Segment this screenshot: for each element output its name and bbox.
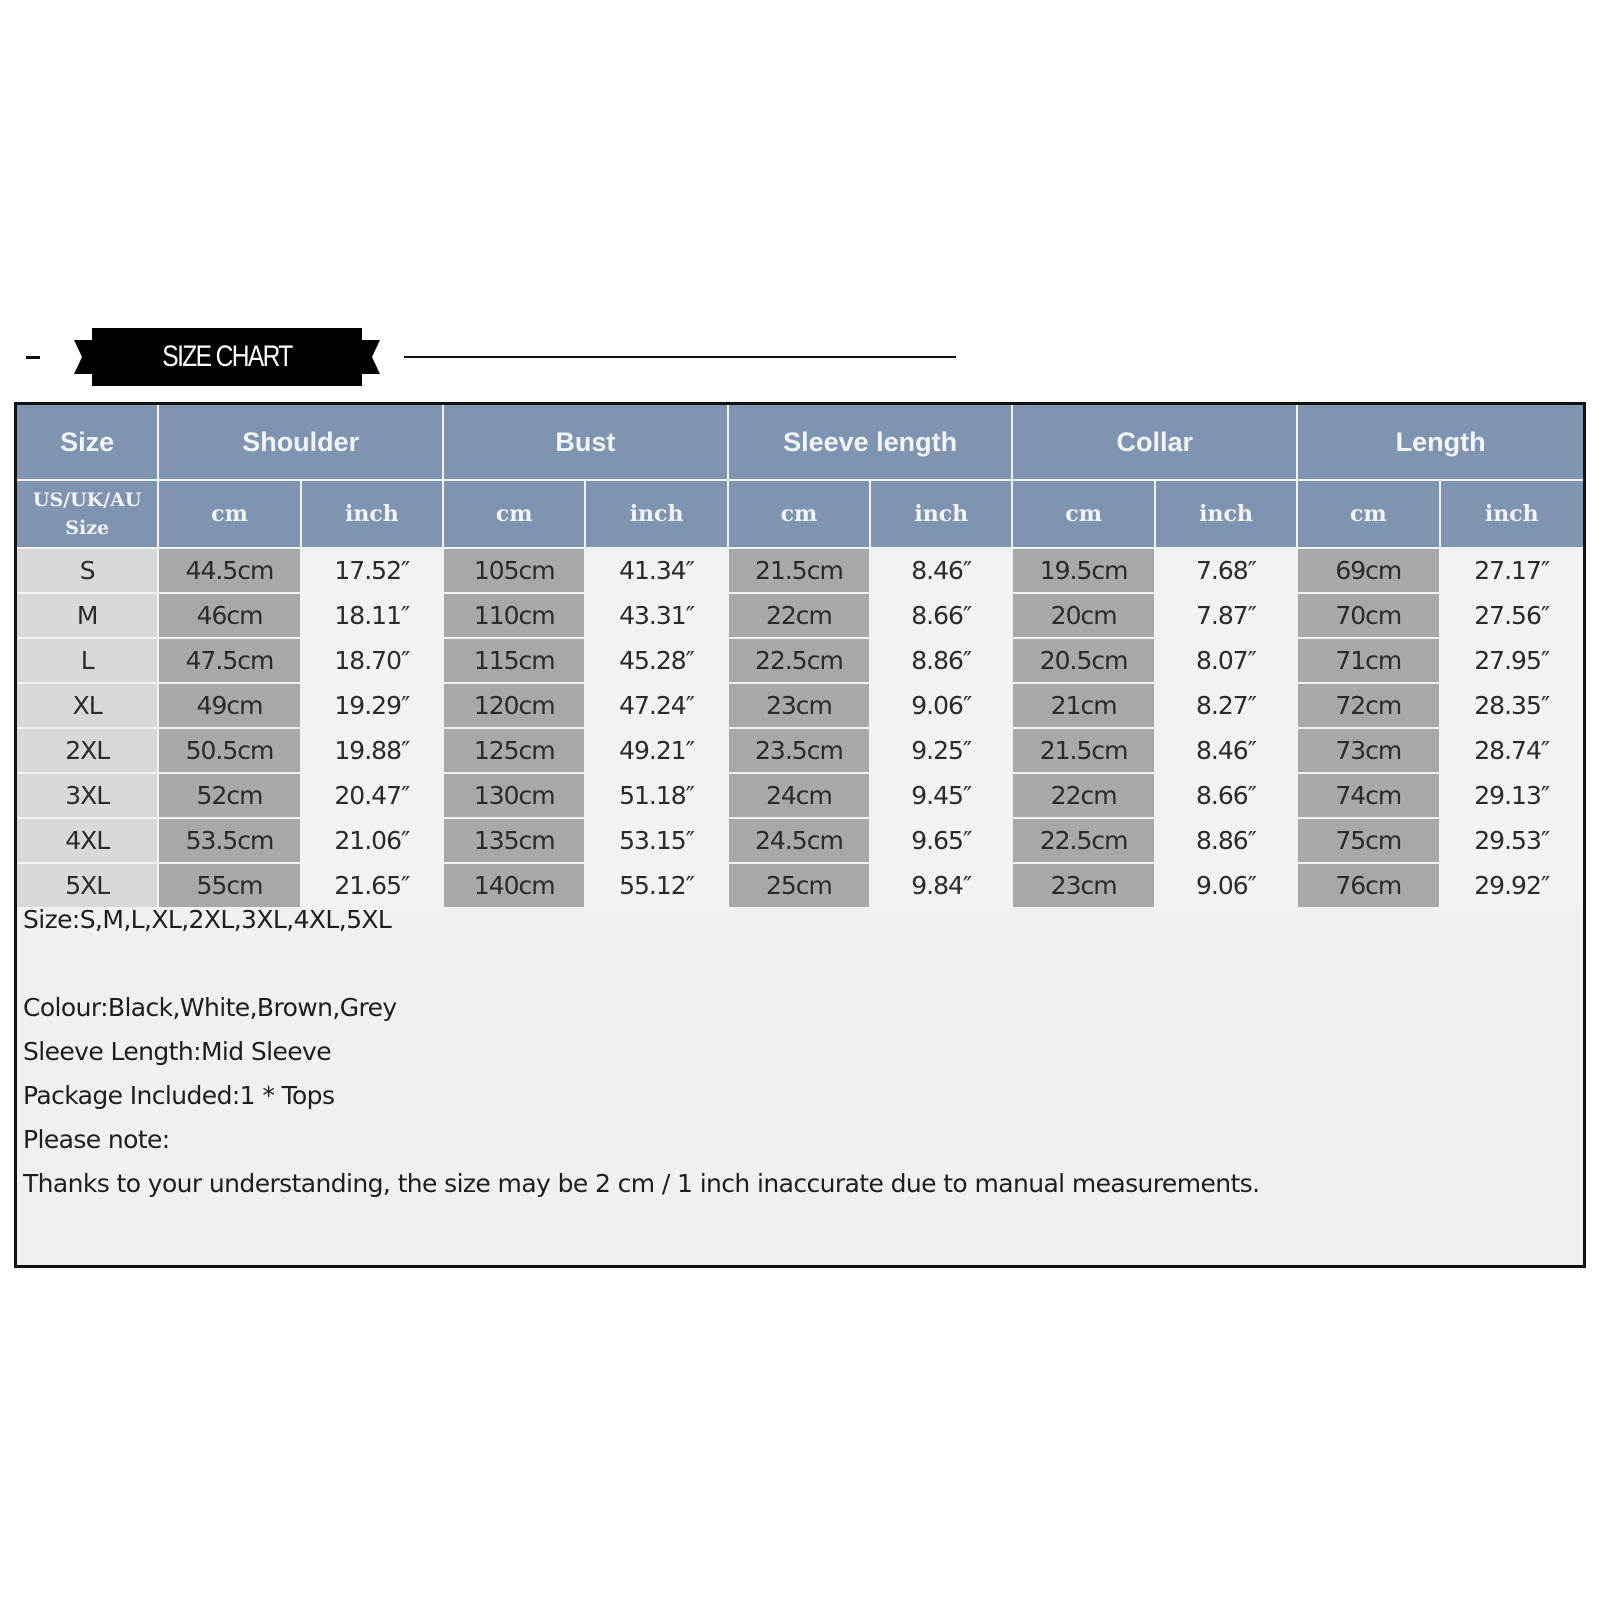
cm-cell: 22.5cm: [729, 639, 871, 684]
unit-inch: inch: [586, 481, 728, 549]
header-bust: Bust: [444, 405, 729, 481]
size-chart-banner: [20, 328, 960, 388]
cm-cell: 23.5cm: [729, 729, 871, 774]
inch-cell: 47.24″: [586, 684, 728, 729]
cm-cell: 20.5cm: [1013, 639, 1155, 684]
inch-cell: 8.66″: [871, 594, 1013, 639]
cm-cell: 75cm: [1298, 819, 1440, 864]
unit-cm: cm: [1013, 481, 1155, 549]
header-collar: Collar: [1013, 405, 1298, 481]
size-cell: L: [17, 639, 159, 684]
cm-cell: 110cm: [444, 594, 586, 639]
unit-inch: inch: [1441, 481, 1584, 549]
banner-left-dash: [26, 356, 40, 359]
inch-cell: 9.45″: [871, 774, 1013, 819]
header-row-groups: [17, 405, 1583, 481]
cm-cell: 19.5cm: [1013, 549, 1155, 594]
table-row: [17, 594, 1583, 639]
inch-cell: 41.34″: [586, 549, 728, 594]
cm-cell: 53.5cm: [159, 819, 301, 864]
region-size-label: Size: [65, 517, 110, 539]
cm-cell: 46cm: [159, 594, 301, 639]
inch-cell: 27.56″: [1441, 594, 1584, 639]
inch-cell: 8.27″: [1156, 684, 1298, 729]
table-row: [17, 864, 1583, 909]
inch-cell: 9.06″: [1156, 864, 1298, 909]
inch-cell: 9.25″: [871, 729, 1013, 774]
header-region-size: [17, 481, 159, 549]
inch-cell: 29.92″: [1441, 864, 1584, 909]
size-chart-box: [14, 402, 1586, 1268]
inch-cell: 28.35″: [1441, 684, 1584, 729]
inch-cell: 18.70″: [302, 639, 444, 684]
header-length: Length: [1298, 405, 1583, 481]
size-cell: M: [17, 594, 159, 639]
inch-cell: 43.31″: [586, 594, 728, 639]
inch-cell: 51.18″: [586, 774, 728, 819]
size-cell: 5XL: [17, 864, 159, 909]
note-colour: Colour:Black,White,Brown,Grey: [23, 993, 397, 1022]
cm-cell: 130cm: [444, 774, 586, 819]
inch-cell: 8.86″: [871, 639, 1013, 684]
cm-cell: 120cm: [444, 684, 586, 729]
header-sleeve-length: Sleeve length: [729, 405, 1014, 481]
size-cell: S: [17, 549, 159, 594]
banner-title: SIZE CHART: [162, 340, 292, 373]
table-row: [17, 639, 1583, 684]
size-table: [17, 405, 1583, 909]
cm-cell: 105cm: [444, 549, 586, 594]
inch-cell: 17.52″: [302, 549, 444, 594]
note-package: Package Included:1 * Tops: [23, 1081, 335, 1110]
cm-cell: 23cm: [1013, 864, 1155, 909]
inch-cell: 9.06″: [871, 684, 1013, 729]
inch-cell: 7.87″: [1156, 594, 1298, 639]
inch-cell: 8.86″: [1156, 819, 1298, 864]
inch-cell: 7.68″: [1156, 549, 1298, 594]
inch-cell: 27.17″: [1441, 549, 1584, 594]
inch-cell: 45.28″: [586, 639, 728, 684]
inch-cell: 19.88″: [302, 729, 444, 774]
inch-cell: 53.15″: [586, 819, 728, 864]
cm-cell: 22cm: [729, 594, 871, 639]
header-shoulder: Shoulder: [159, 405, 444, 481]
size-cell: 4XL: [17, 819, 159, 864]
unit-inch: inch: [1156, 481, 1298, 549]
banner-rule: [404, 356, 956, 358]
cm-cell: 22cm: [1013, 774, 1155, 819]
cm-cell: 72cm: [1298, 684, 1440, 729]
header-size: Size: [17, 405, 159, 481]
table-row: [17, 549, 1583, 594]
inch-cell: 20.47″: [302, 774, 444, 819]
inch-cell: 28.74″: [1441, 729, 1584, 774]
unit-cm: cm: [444, 481, 586, 549]
cm-cell: 21.5cm: [1013, 729, 1155, 774]
cm-cell: 140cm: [444, 864, 586, 909]
cm-cell: 135cm: [444, 819, 586, 864]
inch-cell: 18.11″: [302, 594, 444, 639]
cm-cell: 47.5cm: [159, 639, 301, 684]
inch-cell: 55.12″: [586, 864, 728, 909]
table-row: [17, 729, 1583, 774]
cm-cell: 115cm: [444, 639, 586, 684]
cm-cell: 21.5cm: [729, 549, 871, 594]
cm-cell: 23cm: [729, 684, 871, 729]
cm-cell: 70cm: [1298, 594, 1440, 639]
inch-cell: 49.21″: [586, 729, 728, 774]
cm-cell: 25cm: [729, 864, 871, 909]
table-row: [17, 684, 1583, 729]
unit-inch: inch: [302, 481, 444, 549]
cm-cell: 20cm: [1013, 594, 1155, 639]
inch-cell: 19.29″: [302, 684, 444, 729]
cm-cell: 55cm: [159, 864, 301, 909]
cm-cell: 52cm: [159, 774, 301, 819]
note-sizes: Size:S,M,L,XL,2XL,3XL,4XL,5XL: [23, 905, 392, 934]
unit-inch: inch: [871, 481, 1013, 549]
cm-cell: 21cm: [1013, 684, 1155, 729]
cm-cell: 69cm: [1298, 549, 1440, 594]
inch-cell: 21.65″: [302, 864, 444, 909]
table-row: [17, 774, 1583, 819]
size-cell: 2XL: [17, 729, 159, 774]
note-sleeve: Sleeve Length:Mid Sleeve: [23, 1037, 332, 1066]
cm-cell: 125cm: [444, 729, 586, 774]
cm-cell: 24.5cm: [729, 819, 871, 864]
inch-cell: 21.06″: [302, 819, 444, 864]
size-cell: 3XL: [17, 774, 159, 819]
cm-cell: 50.5cm: [159, 729, 301, 774]
note-accuracy: Thanks to your understanding, the size may be 2 cm / 1 inch inaccurate due to manual measurements.: [23, 1169, 1260, 1198]
cm-cell: 49cm: [159, 684, 301, 729]
inch-cell: 8.46″: [1156, 729, 1298, 774]
cm-cell: 73cm: [1298, 729, 1440, 774]
inch-cell: 9.84″: [871, 864, 1013, 909]
inch-cell: 8.07″: [1156, 639, 1298, 684]
unit-cm: cm: [729, 481, 871, 549]
unit-cm: cm: [1298, 481, 1440, 549]
inch-cell: 8.66″: [1156, 774, 1298, 819]
inch-cell: 29.53″: [1441, 819, 1584, 864]
inch-cell: 29.13″: [1441, 774, 1584, 819]
inch-cell: 27.95″: [1441, 639, 1584, 684]
cm-cell: 44.5cm: [159, 549, 301, 594]
inch-cell: 8.46″: [871, 549, 1013, 594]
cm-cell: 24cm: [729, 774, 871, 819]
unit-cm: cm: [159, 481, 301, 549]
size-table-body: [17, 549, 1583, 909]
header-row-units: [17, 481, 1583, 549]
cm-cell: 71cm: [1298, 639, 1440, 684]
note-please-note: Please note:: [23, 1125, 170, 1154]
cm-cell: 22.5cm: [1013, 819, 1155, 864]
inch-cell: 9.65″: [871, 819, 1013, 864]
cm-cell: 74cm: [1298, 774, 1440, 819]
size-cell: XL: [17, 684, 159, 729]
table-row: [17, 819, 1583, 864]
cm-cell: 76cm: [1298, 864, 1440, 909]
region-label: US/UK/AU: [32, 489, 142, 511]
